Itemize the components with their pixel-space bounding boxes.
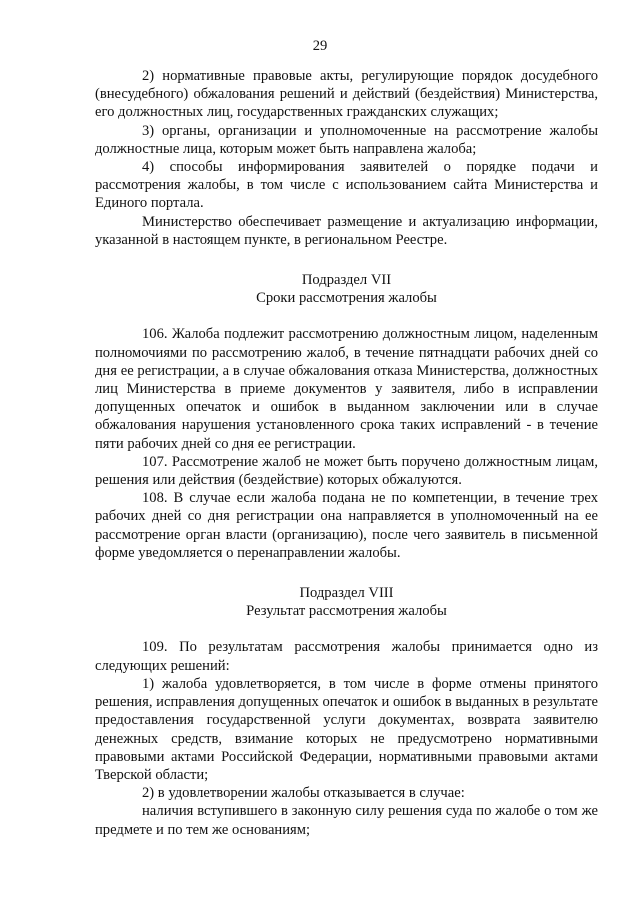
subsection-label: Подраздел VIII bbox=[299, 585, 394, 602]
subsection-title: Результат рассмотрения жалобы bbox=[246, 603, 447, 620]
paragraph: 3) органы, организации и уполномоченные на рассмотрение жалобы должностные лица, которым может быть направлена жалоба; bbox=[95, 122, 598, 157]
paragraph: 108. В случае если жалоба подана не по компетенции, в течение трех рабочих дней со дня регистрации она направляется в уполномоченный на ее рассмотрение орган власти (организацию), после чего заявитель в письменной форме уведомляется о перенаправлении жалобы. bbox=[95, 490, 598, 561]
paragraph: 4) способы информирования заявителей о порядке подачи и рассмотрения жалобы, в том числе с использованием сайта Министерства и Единого портала. bbox=[95, 159, 598, 212]
paragraph: наличия вступившего в законную силу решения суда по жалобе о том же предмете и по тем же основаниям; bbox=[95, 803, 598, 838]
page-number: 29 bbox=[312, 38, 328, 54]
paragraph: 2) в удовлетворении жалобы отказывается в случае: bbox=[142, 785, 465, 802]
paragraph: Министерство обеспечивает размещение и актуализацию информации, указанной в настоящем пункте, в региональном Реестре. bbox=[95, 213, 598, 248]
paragraph: 1) жалоба удовлетворяется, в том числе в форме отмены принятого решения, исправления допущенных опечаток и ошибок в выданных в результате предоставления государственной услуги документах, возврата заявителю денежных средств, взимание которых не предусмотрено нормативными правовыми актами Российской Федерации, нормативными правовыми актами Тверской области; bbox=[95, 675, 598, 783]
subsection-title: Сроки рассмотрения жалобы bbox=[256, 290, 437, 307]
subsection-label: Подраздел VII bbox=[301, 272, 392, 289]
paragraph: 2) нормативные правовые акты, регулирующие порядок досудебного (внесудебного) обжалования решений и действий (бездействия) Министерства, его должностных лиц, государственных гражданских служащих; bbox=[95, 68, 598, 121]
paragraph: 109. По результатам рассмотрения жалобы принимается одно из следующих решений: bbox=[95, 639, 598, 674]
paragraph: 107. Рассмотрение жалоб не может быть поручено должностным лицам, решения или действия (бездействие) которых обжалуются. bbox=[95, 453, 598, 489]
body-text bbox=[95, 67, 598, 839]
paragraph: 106. Жалоба подлежит рассмотрению должностным лицом, наделенным полномочиями по рассмотрению жалоб, в течение пятнадцати рабочих дней со дня ее регистрации, а в случае обжалования отказа Министерства, должностных лиц Министерства в приеме документов у заявителя, либо в исправлении допущенных опечаток и ошибок в выданном заключении или в случае обжалования нарушения установленного срока таких исправлений - в течение пяти рабочих дней со дня ее регистрации. bbox=[95, 326, 598, 452]
